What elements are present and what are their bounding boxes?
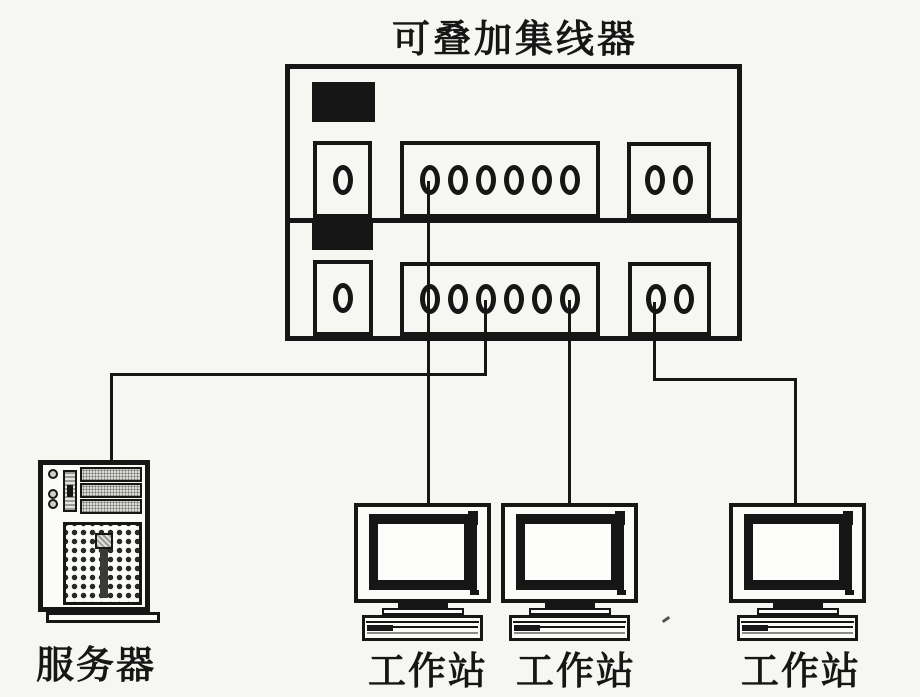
port xyxy=(560,165,580,195)
keypad-bar xyxy=(100,549,108,598)
hub1-port-group-main xyxy=(400,141,600,218)
drive-bay xyxy=(80,499,142,514)
system-unit xyxy=(362,615,483,641)
server-base xyxy=(46,612,160,623)
monitor-case xyxy=(729,503,866,603)
unit-stripe xyxy=(514,625,540,631)
workstation-2 xyxy=(501,503,638,643)
monitor-bezel xyxy=(516,514,624,590)
monitor-bezel xyxy=(744,514,852,590)
port xyxy=(476,284,496,314)
hub2-indicator-block xyxy=(312,222,373,250)
port xyxy=(674,284,694,314)
unit-line xyxy=(367,632,478,634)
port xyxy=(504,284,524,314)
drive-bay xyxy=(80,467,142,482)
unit-stripe xyxy=(367,625,393,631)
cable-hub-to-server-drop xyxy=(110,373,113,461)
cable-hub-to-workstation-3-drop xyxy=(794,378,797,504)
port xyxy=(646,284,666,314)
port xyxy=(645,165,665,195)
monitor-case xyxy=(501,503,638,603)
monitor-bezel xyxy=(369,514,477,590)
hub2-port-group-main xyxy=(400,262,600,336)
monitor-stand-base xyxy=(382,608,464,615)
port xyxy=(476,165,496,195)
unit-stripe xyxy=(742,625,768,631)
diagram-title: 可叠加集线器 xyxy=(391,19,638,61)
unit-line xyxy=(742,632,853,634)
unit-line xyxy=(513,621,626,623)
port xyxy=(504,165,524,195)
cable-hub-to-server-horizontal xyxy=(110,373,487,376)
led-icon xyxy=(48,499,58,509)
led-icon xyxy=(48,469,58,479)
unit-line xyxy=(366,621,479,623)
monitor-notch xyxy=(843,511,853,525)
port xyxy=(560,284,580,314)
system-unit xyxy=(509,615,630,641)
port xyxy=(532,284,552,314)
port xyxy=(420,284,440,314)
unit-line xyxy=(393,626,478,628)
server-front-panel xyxy=(38,460,150,612)
server-tower xyxy=(38,460,168,630)
port xyxy=(333,165,353,195)
unit-line xyxy=(768,626,853,628)
unit-line xyxy=(741,621,854,623)
workstation-3 xyxy=(729,503,866,643)
monitor-stand-base xyxy=(529,608,611,615)
scan-speck xyxy=(662,616,670,623)
drive-bays xyxy=(80,467,142,517)
led-icon xyxy=(48,489,58,499)
power-dot-icon xyxy=(845,590,854,595)
workstation-2-label: 工作站 xyxy=(516,651,637,693)
cable-hub-to-workstation-3-horizontal xyxy=(653,378,797,381)
slot-latch-icon xyxy=(67,485,73,497)
hub1-indicator-block xyxy=(312,82,375,122)
hub2-port-group-uplink xyxy=(628,262,711,336)
port xyxy=(673,165,693,195)
unit-line xyxy=(540,626,625,628)
workstation-1 xyxy=(354,503,491,643)
workstation-1-label: 工作站 xyxy=(368,651,489,693)
port xyxy=(420,165,440,195)
stackable-hub xyxy=(285,64,742,341)
hub2-port-group-single xyxy=(313,260,373,336)
monitor-notch xyxy=(468,511,478,525)
workstation-3-label: 工作站 xyxy=(741,651,862,693)
port xyxy=(532,165,552,195)
port xyxy=(448,284,468,314)
port xyxy=(448,165,468,195)
hub1-port-group-uplink xyxy=(627,142,711,218)
hub1-port-group-single xyxy=(313,141,372,218)
power-dot-icon xyxy=(470,590,479,595)
unit-line xyxy=(514,632,625,634)
server-label: 服务器 xyxy=(36,645,157,687)
monitor-screen xyxy=(525,524,611,580)
keypad-hatch-key xyxy=(95,533,113,549)
monitor-notch xyxy=(615,511,625,525)
monitor-screen xyxy=(753,524,839,580)
monitor-screen xyxy=(378,524,464,580)
system-unit xyxy=(737,615,858,641)
monitor-stand-base xyxy=(757,608,839,615)
port xyxy=(333,283,353,313)
drive-bay xyxy=(80,483,142,498)
power-dot-icon xyxy=(617,590,626,595)
monitor-case xyxy=(354,503,491,603)
